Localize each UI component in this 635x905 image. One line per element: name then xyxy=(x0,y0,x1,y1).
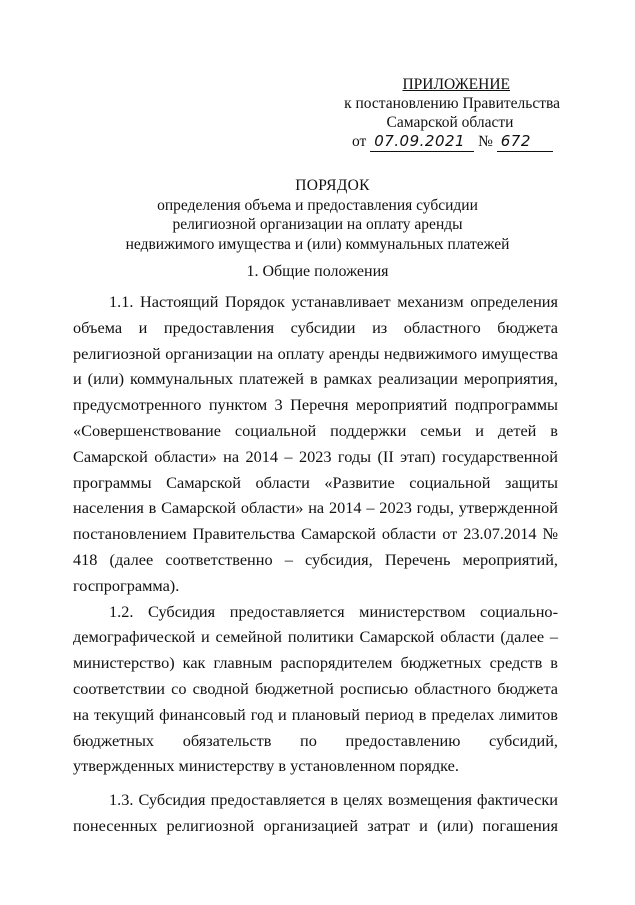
appendix-line-1: к постановлению Правительства xyxy=(344,95,560,112)
paragraph-1-3: 1.3. Субсидия предоставляется в целях возмещения фактически понесенных религиозной организацией затрат и (или) погашения xyxy=(73,790,558,835)
document-title-block xyxy=(0,176,635,254)
handwritten-date: 07.09.2021 xyxy=(370,132,474,152)
appendix-block xyxy=(320,75,560,152)
document-subtitle-line-1: определения объема и предоставления субсидии xyxy=(157,196,478,214)
from-label: от xyxy=(352,133,367,150)
paragraph-1-1: 1.1. Настоящий Порядок устанавливает механизм определения объема и предоставления субсидии из областного бюджета религиозной организации на оплату аренды недвижимого имущества и (или) коммунальных платежей в рамках реализации мероприятия, предусмотренного пунктом 3 Перечня мероприятий подпрограммы «Совершенствование социальной поддержки семьи и детей в Самарской области» на 2014 – 2023 годы (II этап) государственной программы Самарской области «Развитие социальной защиты населения в Самарской области» на 2014 – 2023 годы, утвержденной постановлением Правительства Самарской области от 23.07.2014 № 418 (далее соответственно – субсидия, Перечень мероприятий, госпрограмма). xyxy=(73,292,558,595)
document-subtitle-line-3: недвижимого имущества и (или) коммунальных платежей xyxy=(125,235,510,253)
document-subtitle-line-2: религиозной организации на оплату аренды xyxy=(172,216,463,233)
appendix-order-line xyxy=(320,132,560,152)
document-title: ПОРЯДОК xyxy=(295,177,370,194)
section-heading: 1. Общие положения xyxy=(246,263,389,280)
document-body xyxy=(73,289,558,839)
handwritten-number: 672 xyxy=(497,132,553,152)
paragraph-gap xyxy=(73,779,558,787)
paragraph-1-2: 1.2. Субсидия предоставляется министерством социально-демографической и семейной политики Самарской области (далее – министерство) как главным распорядителем бюджетных средств в соответствии со сводной бюджетной росписью областного бюджета на текущий финансовый год и плановый период в пределах лимитов бюджетных обязательств по предоставлению субсидий, утвержденных министерству в установленном порядке. xyxy=(73,601,558,776)
appendix-title: ПРИЛОЖЕНИЕ xyxy=(402,76,510,93)
appendix-line-2: Самарской области xyxy=(386,114,514,131)
number-label: № xyxy=(478,133,493,150)
